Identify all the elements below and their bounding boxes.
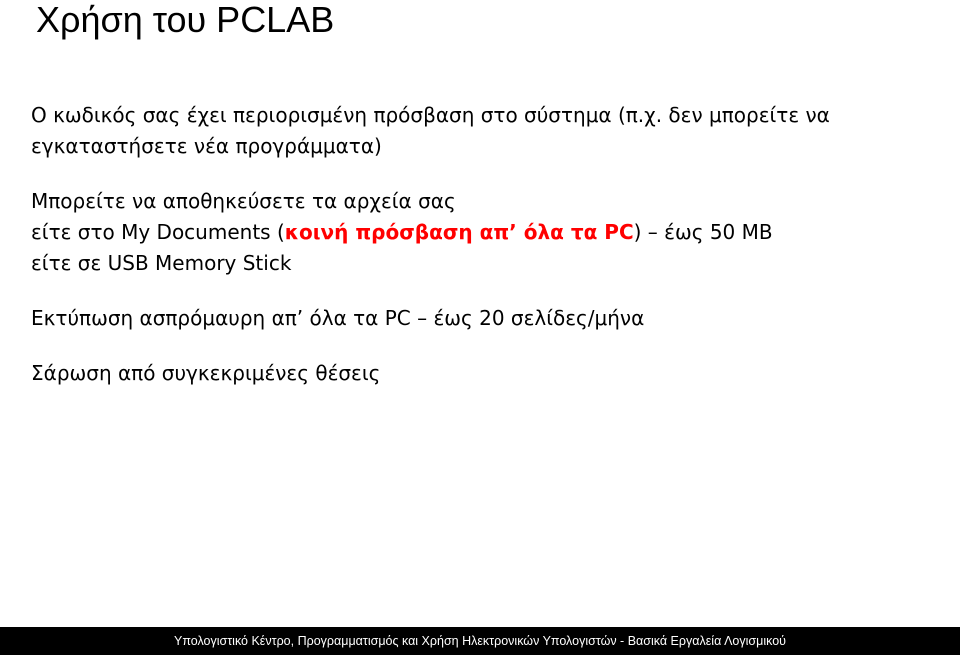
spacer [31, 162, 946, 186]
paragraph-line-my-documents [31, 217, 946, 248]
paragraph-line: Εκτύπωση ασπρόμαυρη απ’ όλα τα PC – έως 20 σελίδες/μήνα [31, 306, 645, 330]
paragraph-line: Ο κωδικός σας έχει περιορισμένη πρόσβαση στο σύστημα (π.χ. δεν μπορείτε να [31, 103, 830, 127]
paragraph-line: Σάρωση από συγκεκριμένες θέσεις [31, 361, 381, 385]
text-segment: είτε στο My Documents ( [31, 220, 285, 244]
highlighted-text: κοινή πρόσβαση απ’ όλα τα PC [284, 220, 634, 244]
paragraph-line: Μπορείτε να αποθηκεύσετε τα αρχεία σας [31, 189, 456, 213]
spacer [31, 279, 946, 303]
paragraph-file-storage [31, 186, 946, 279]
paragraph-printing [31, 303, 946, 334]
slide-title: Χρήση του PCLAB [36, 0, 335, 40]
text-segment: ) – έως 50 MB [633, 220, 773, 244]
spacer [31, 334, 946, 358]
paragraph-line: είτε σε USB Memory Stick [31, 251, 292, 275]
slide-body [31, 100, 946, 389]
paragraph-access-restrictions [31, 100, 946, 162]
paragraph-scanning [31, 358, 946, 389]
paragraph-line: εγκαταστήσετε νέα προγράμματα) [31, 134, 382, 158]
footer-text: Υπολογιστικό Κέντρο, Προγραμματισμός και Χρήση Ηλεκτρονικών Υπολογιστών - Βασικά Εργαλεία Λογισμικού [173, 634, 786, 648]
